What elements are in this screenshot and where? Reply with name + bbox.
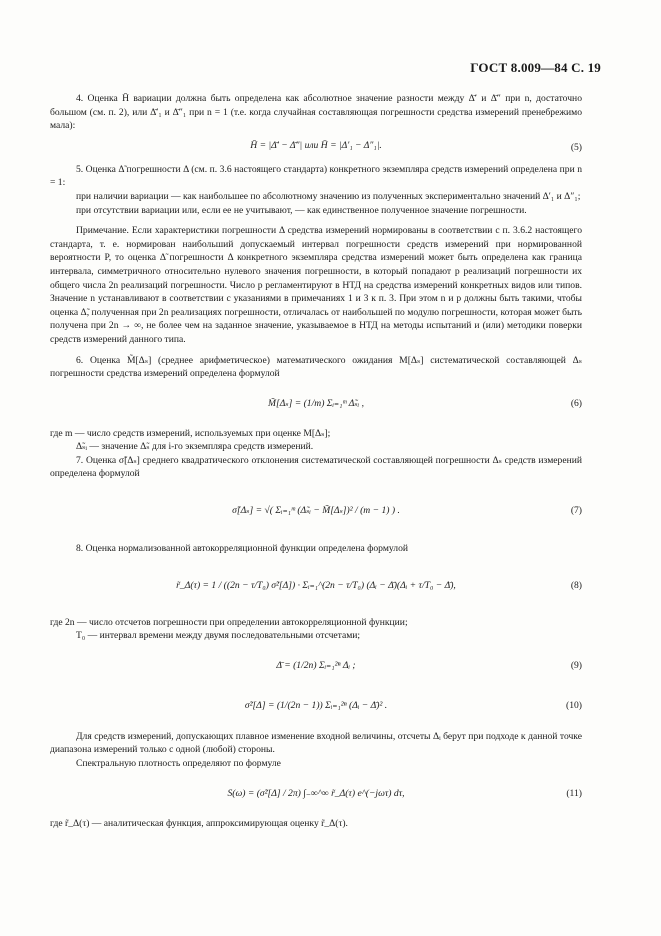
formula-expression: Δ̄ = (1/2n) Σᵢ₌₁²ⁿ Δᵢ ; (276, 659, 356, 671)
paragraph: T₀ — интервал времени между двумя последовательными отсчетами; (76, 630, 361, 642)
formula-number: (10) (566, 699, 582, 711)
formula (50, 562, 582, 610)
formula-expression: r̃_Δ(τ) = 1 / ((2n − τ/T₀) σ̃²[Δ]) · Σᵢ₌₁^(2n − τ/T₀) (Δᵢ − Δ̄)(Δᵢ + τ/T₀ − Δ̄), (176, 579, 456, 591)
paragraph: где r̃_Δ(τ) — аналитическая функция, аппроксимирующая оценку r̃_Δ(τ). (50, 817, 348, 829)
formula-number: (11) (566, 787, 582, 799)
formula-expression: M̃[Δₛ] = (1/m) Σᵢ₌₁ᵐ Δ̃ₛᵢ , (268, 397, 364, 409)
paragraph: Спектральную плотность определяют по формуле (76, 758, 281, 770)
formula-number: (6) (570, 397, 582, 409)
formula-number: (9) (570, 659, 582, 671)
paragraph: 7. Оценка σ̃[Δₛ] среднего квадратического отклонения систематической составляющей погрешности Δₛ средств измерений определена формулой (50, 454, 582, 480)
document-body (50, 92, 582, 830)
paragraph: где m — число средств измерений, используемых при оценке M[Δₛ]; (50, 427, 331, 439)
formula (50, 387, 582, 421)
paragraph: где 2n — число отсчетов погрешности при определении автокорреляционной функции; (50, 616, 408, 628)
formula (50, 689, 582, 723)
paragraph: Примечание. Если характеристики погрешности Δ средства измерений нормированы в соответствии с п. 3.6.2 настоящего стандарта, т. е. нормирован наибольший допускаемый интервал погрешности средств измерений при нормированной вероятности P, то оценка Δ̃ погрешности Δ конкретного экземпляра средства измерений может быть определена как граница интервала, симметричного относительно нулевого значения погрешности, в который попадают p реализаций погрешности их общего числа 2n реализаций погрешности. Число p регламентируют в НТД на средства измерений конкретных видов или типов. Значение n устанавливают в соответствии с указаниями в примечаниях 1 и 3 к п. 3. При этом n и p должны быть такими, чтобы оценка Δ̃, полученная при 2n реализациях погрешности, отличалась от наибольшей по модулю погрешности, которая может быть получена при 2n → ∞, не более чем на заданное значение, указываемое в НТД на методы испытаний и (или) методики поверки средств измерений данного типа. (50, 225, 582, 345)
formula-expression: H̄ = |Δ̄′ − Δ̄″| или H̄ = |Δ′₁ − Δ″₁|. (250, 139, 382, 151)
paragraph: 8. Оценка нормализованной автокорреляционной функции определена формулой (76, 543, 408, 555)
paragraph: Для средств измерений, допускающих плавное изменение входной величины, отсчеты Δᵢ берут при подходе к данной точке диапазона измерений только с одной (любой) стороны. (50, 730, 582, 756)
paragraph: 5. Оценка Δ̃ погрешности Δ (см. п. 3.6 настоящего стандарта) конкретного экземпляра средств измерений определена при n = 1: (50, 163, 582, 189)
paragraph: 6. Оценка M̃[Δₛ] (среднее арифметическое) математического ожидания M[Δₛ] систематической составляющей Δₛ погрешности средства измерений определена формулой (50, 354, 582, 380)
formula (50, 487, 582, 535)
formula-expression: σ̃²[Δ] = (1/(2n − 1)) Σᵢ₌₁²ⁿ (Δᵢ − Δ̄)² . (244, 699, 388, 711)
page-header: ГОСТ 8.009—84 С. 19 (470, 60, 601, 75)
formula-number: (5) (570, 141, 582, 153)
paragraph: Δ̃ₛᵢ — значение Δ̃ₛ для i-го экземпляра средств измерений. (76, 441, 314, 453)
formula-expression: σ̃[Δₛ] = √( Σᵢ₌₁ᵐ (Δ̃ₛᵢ − M̃[Δₛ])² / (m − 1) ) . (232, 505, 400, 517)
formula (50, 139, 582, 157)
formula (50, 777, 582, 811)
paragraph: при отсутствии вариации или, если ее не учитывают, — как единственное полученное значение погрешности. (76, 204, 527, 216)
formula-number: (7) (570, 505, 582, 517)
formula (50, 649, 582, 683)
paragraph: 4. Оценка H̄ вариации должна быть определена как абсолютное значение разности между Δ̄′ и Δ̄″ при n, достаточно большом (см. п. 2), или Δ̄′₁ и Δ̄″₁ при n = 1 (т.е. когда случайная составляющая погрешности средства измерений пренебрежимо мала): (50, 93, 582, 132)
paragraph: при наличии вариации — как наибольшее по абсолютному значению из полученных экспериментально значений Δ′₁ и Δ″₁; (76, 190, 581, 202)
formula-expression: S(ω) = (σ̃²[Δ] / 2π) ∫₋∞^∞ r̃_Δ(τ) e^(−jωτ) dτ, (227, 787, 405, 799)
formula-number: (8) (570, 579, 582, 591)
